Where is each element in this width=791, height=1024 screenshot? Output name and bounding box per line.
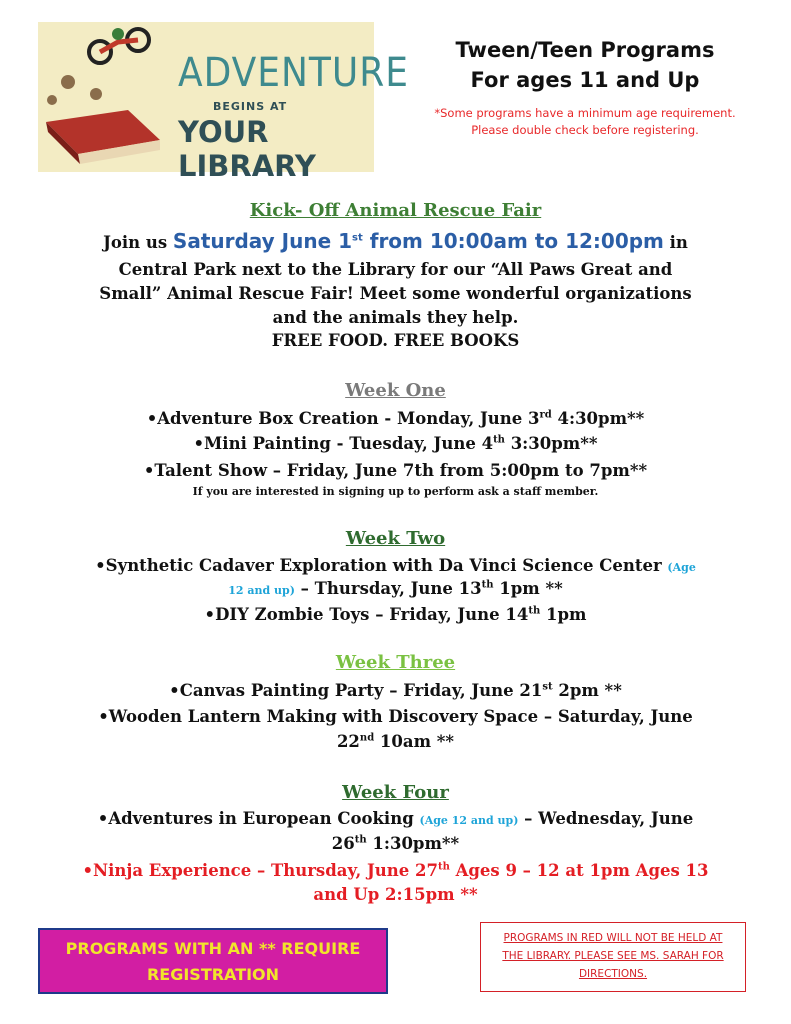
banner-adventure-text: ADVENTURE bbox=[178, 50, 409, 96]
kickoff-line4: and the animals they help. bbox=[272, 308, 519, 327]
kickoff-title: Kick- Off Animal Rescue Fair bbox=[249, 200, 542, 221]
week-four-item-red-cont: and Up 2:15pm ** bbox=[313, 885, 478, 904]
week-two-item-cont: 12 and up) – Thursday, June 13th 1pm ** bbox=[228, 579, 563, 598]
week-four-title: Week Four bbox=[342, 782, 449, 803]
week-one-item: •Talent Show – Friday, June 7th from 5:00pm to 7pm** bbox=[143, 461, 648, 480]
age-requirement-note: (Age bbox=[667, 561, 696, 574]
banner-your-library-text: YOUR LIBRARY bbox=[178, 115, 316, 183]
week-three-title: Week Three bbox=[335, 652, 456, 673]
week-two-item: •Synthetic Cadaver Exploration with Da Vinci Science Center (Age bbox=[95, 556, 696, 575]
week-four-item-red: •Ninja Experience – Thursday, June 27th Ages 9 – 12 at 1pm Ages 13 bbox=[82, 861, 709, 880]
registration-required-box bbox=[38, 928, 388, 994]
week-four-item-cont: 26th 1:30pm** bbox=[331, 834, 460, 853]
red-box-line3: DIRECTIONS. bbox=[578, 968, 648, 980]
page-title-line2: For ages 11 and Up bbox=[470, 68, 700, 92]
kickoff-date: Saturday June 1st from 10:00am to 12:00pm bbox=[172, 229, 664, 253]
age-note-line2: Please double check before registering. bbox=[471, 123, 699, 137]
age-requirement-note: 12 and up) bbox=[228, 584, 295, 597]
kickoff-line2: Central Park next to the Library for our “All Paws Great and bbox=[118, 260, 673, 279]
week-one-title: Week One bbox=[345, 380, 446, 401]
adventure-banner bbox=[38, 22, 409, 183]
page-title-line1: Tween/Teen Programs bbox=[455, 38, 715, 62]
red-programs-notice-box bbox=[480, 922, 746, 992]
talent-show-note: If you are interested in signing up to perform ask a staff member. bbox=[192, 485, 599, 498]
age-note-line1: *Some programs have a minimum age requirement. bbox=[434, 106, 736, 120]
registration-box-line2: REGISTRATION bbox=[146, 965, 280, 984]
kickoff-line5: FREE FOOD. FREE BOOKS bbox=[271, 331, 520, 350]
week-four-item: •Adventures in European Cooking (Age 12 and up) – Wednesday, June bbox=[97, 809, 694, 828]
week-three-item: •Canvas Painting Party – Friday, June 21st 2pm ** bbox=[169, 681, 622, 700]
week-three-item: •Wooden Lantern Making with Discovery Space – Saturday, June bbox=[98, 707, 693, 726]
kickoff-join-text: Join us bbox=[103, 233, 173, 252]
age-requirement-note: (Age 12 and up) bbox=[419, 814, 519, 827]
kickoff-line3: Small” Animal Rescue Fair! Meet some wonderful organizations bbox=[99, 284, 692, 303]
week-three-item-cont: 22nd 10am ** bbox=[336, 732, 455, 751]
banner-begins-at-text: BEGINS AT bbox=[213, 100, 288, 113]
book-motorcycle-illustration-icon bbox=[38, 22, 178, 172]
red-box-line2: THE LIBRARY. PLEASE SEE MS. SARAH FOR bbox=[502, 950, 724, 962]
red-box-line1: PROGRAMS IN RED WILL NOT BE HELD AT bbox=[503, 932, 723, 944]
week-one-item: •Mini Painting - Tuesday, June 4th 3:30pm** bbox=[193, 434, 598, 453]
week-two-item: •DIY Zombie Toys – Friday, June 14th 1pm bbox=[204, 605, 587, 624]
week-two-title: Week Two bbox=[345, 528, 446, 549]
registration-box-line1: PROGRAMS WITH AN ** REQUIRE bbox=[65, 939, 361, 958]
week-one-item: •Adventure Box Creation - Monday, June 3rd 4:30pm** bbox=[146, 409, 645, 428]
kickoff-line1: Join us Saturday June 1st from 10:00am to 12:00pm in bbox=[103, 229, 688, 253]
